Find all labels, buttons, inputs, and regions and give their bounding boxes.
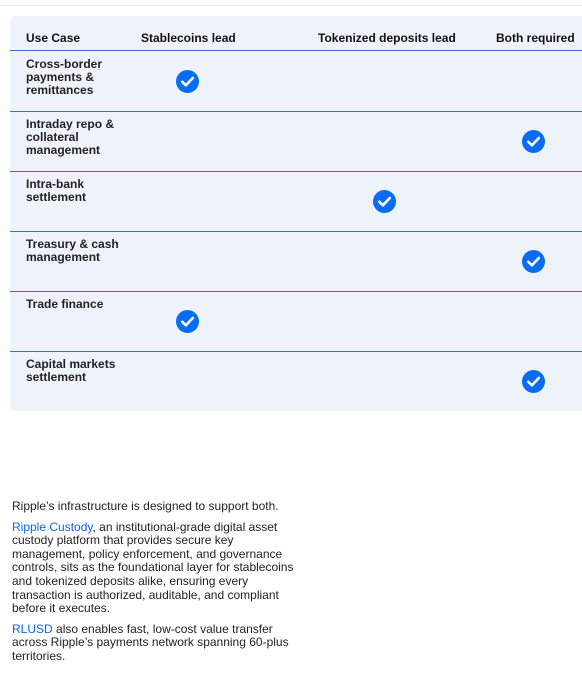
check-circle-icon	[373, 190, 396, 213]
custody-description: , an institutional-grade digital asset custody platform that provides secure key management, policy enforcement, and governance controls, sits as the foundational layer for stablecoins and tokenized deposits alike, ensuring every transaction is authorized, auditable, and compliant before it executes.	[12, 519, 294, 616]
check-circle-icon	[176, 70, 199, 93]
table-row	[10, 51, 582, 112]
rlusd-description: also enables fast, low-cost value transfer across Ripple’s payments network spanning 60-plus territories.	[12, 621, 289, 663]
table-row	[10, 111, 582, 172]
check-circle-icon	[522, 250, 545, 273]
table-row	[10, 351, 582, 411]
body-text	[12, 500, 304, 671]
table-row	[10, 231, 582, 292]
header-use-case: Use Case	[26, 31, 81, 45]
use-case-label: Intraday repo & collateral management	[26, 117, 115, 157]
header-both-required: Both required	[496, 31, 575, 45]
rlusd-link[interactable]: RLUSD	[12, 621, 53, 636]
table-row	[10, 291, 582, 352]
check-circle-icon	[522, 130, 545, 153]
rlusd-paragraph	[12, 623, 304, 664]
use-case-label: Cross-border payments & remittances	[26, 57, 103, 97]
use-case-label: Intra-bank settlement	[26, 177, 87, 204]
check-circle-icon	[522, 370, 545, 393]
custody-paragraph	[12, 521, 304, 616]
header-tokenized-deposits-lead: Tokenized deposits lead	[318, 31, 456, 45]
table-row	[10, 171, 582, 232]
intro-paragraph: Ripple’s infrastructure is designed to support both.	[12, 499, 279, 513]
use-case-label: Capital markets settlement	[26, 357, 116, 384]
check-circle-icon	[176, 310, 199, 333]
header-stablecoins-lead: Stablecoins lead	[141, 31, 236, 45]
top-divider	[0, 5, 582, 6]
ripple-custody-link[interactable]: Ripple Custody	[12, 519, 93, 534]
use-case-label: Treasury & cash management	[26, 237, 119, 264]
use-case-table	[10, 16, 582, 411]
use-case-label: Trade finance	[26, 297, 104, 311]
table-header	[10, 16, 582, 51]
